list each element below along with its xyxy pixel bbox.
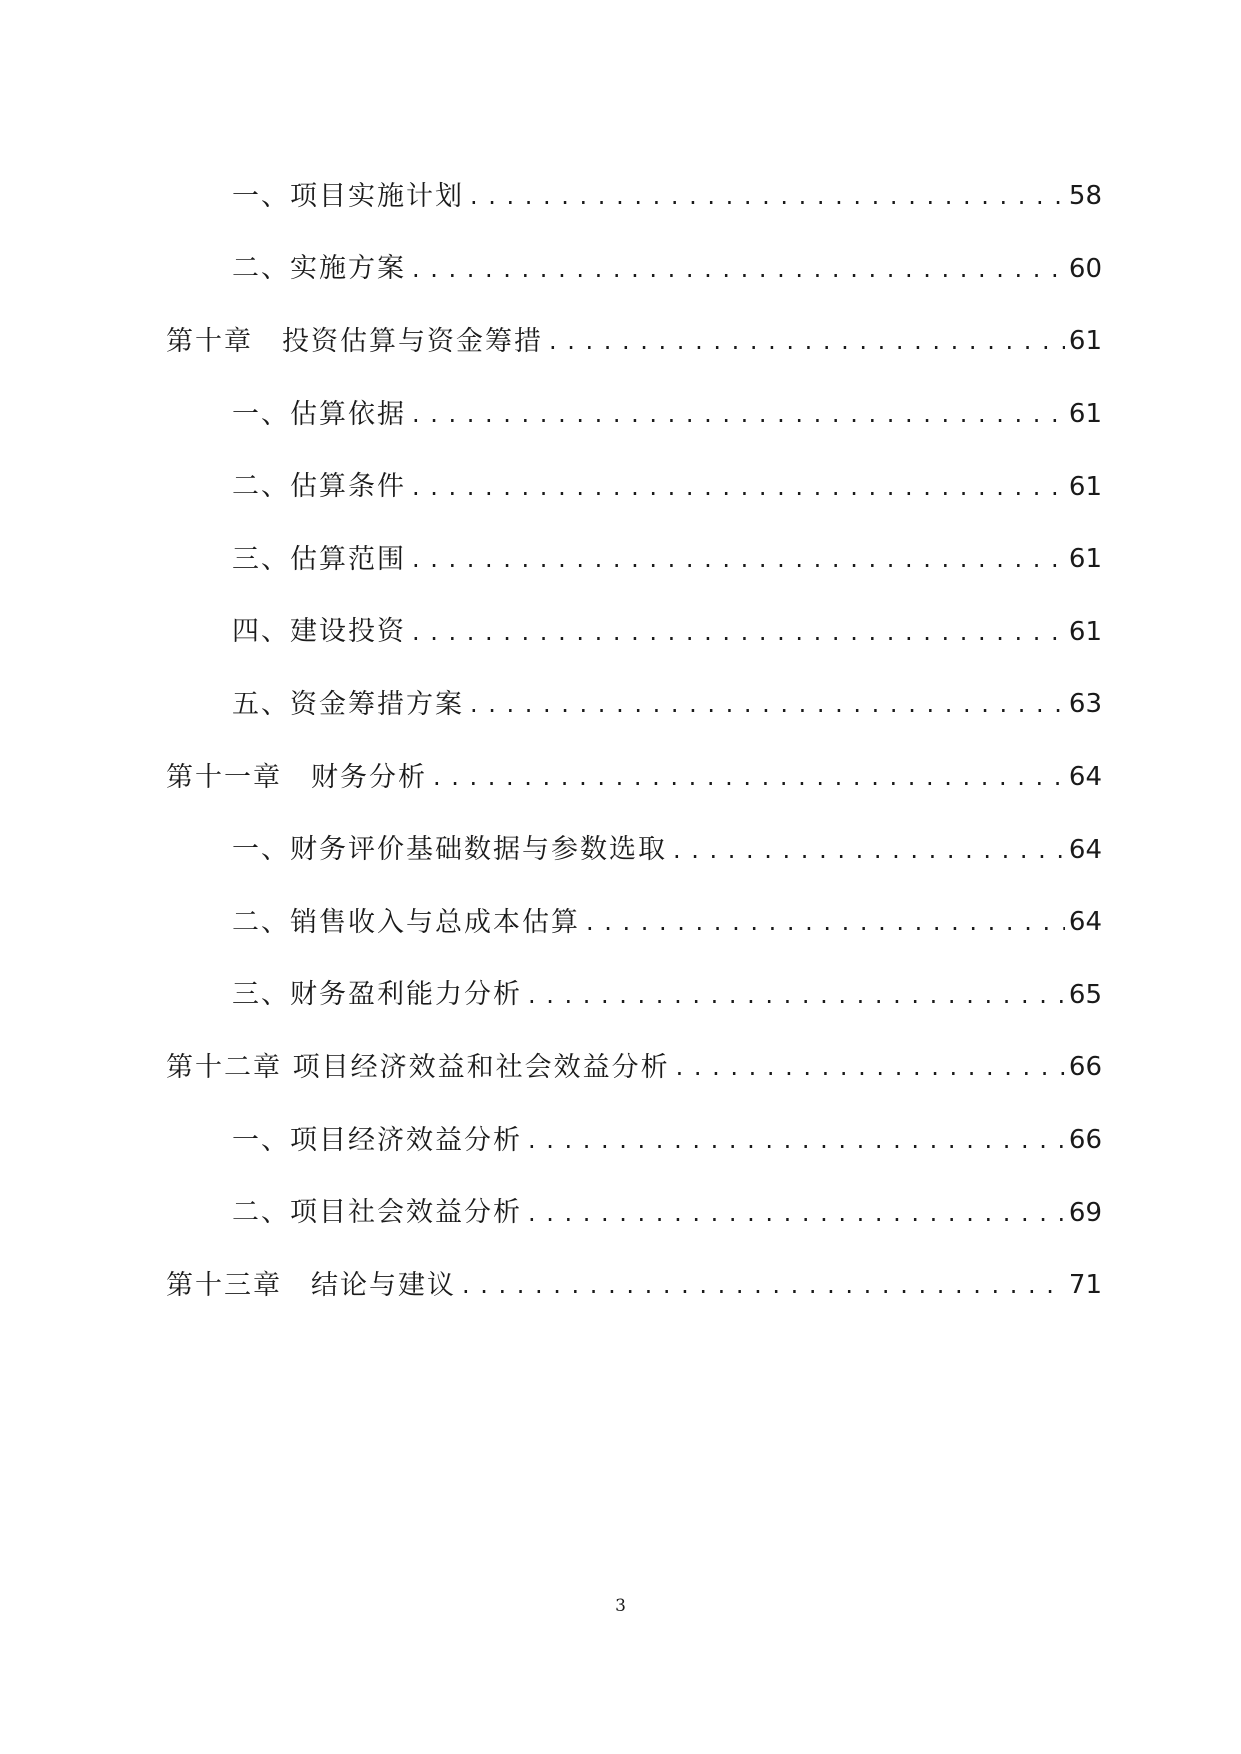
dot-leader	[412, 475, 1065, 499]
dot-leader	[528, 1128, 1065, 1152]
dot-leader	[528, 1201, 1065, 1225]
toc-entry[interactable]	[166, 886, 1102, 959]
toc-entry-page: 71	[1068, 1270, 1102, 1301]
dot-leader	[433, 765, 1065, 789]
toc-entry-title: 第十一章 财务分析	[166, 761, 427, 793]
toc-entry[interactable]	[166, 233, 1102, 306]
dot-leader	[673, 838, 1065, 862]
toc-entry-title: 一、项目实施计划	[232, 180, 464, 212]
toc-entry-title: 一、估算依据	[232, 398, 406, 430]
toc-entry-title: 三、财务盈利能力分析	[232, 979, 522, 1011]
toc-entry-page: 61	[1068, 616, 1102, 647]
toc-entry-title: 第十章 投资估算与资金筹措	[166, 325, 543, 357]
dot-leader	[470, 692, 1065, 716]
toc-entry[interactable]	[166, 450, 1102, 523]
toc-entry[interactable]	[166, 596, 1102, 669]
dot-leader	[676, 1055, 1065, 1079]
toc-entry[interactable]	[166, 1104, 1102, 1177]
dot-leader	[412, 257, 1065, 281]
toc-entry[interactable]	[166, 668, 1102, 741]
toc-entry-page: 66	[1068, 1125, 1102, 1156]
toc-entry-page: 65	[1068, 979, 1102, 1010]
toc-entry-page: 58	[1068, 181, 1102, 212]
toc-entry-page: 64	[1068, 907, 1102, 938]
dot-leader	[412, 402, 1065, 426]
toc-entry-title: 一、项目经济效益分析	[232, 1124, 522, 1156]
toc-entry-page: 64	[1068, 762, 1102, 793]
table-of-contents	[166, 160, 1102, 1322]
toc-entry-page: 66	[1068, 1052, 1102, 1083]
toc-chapter-entry[interactable]	[166, 1031, 1102, 1104]
toc-chapter-entry[interactable]	[166, 741, 1102, 814]
toc-entry-title: 二、销售收入与总成本估算	[232, 906, 580, 938]
toc-entry[interactable]	[166, 378, 1102, 451]
toc-entry-title: 五、资金筹措方案	[232, 688, 464, 720]
toc-entry[interactable]	[166, 959, 1102, 1032]
toc-chapter-entry[interactable]	[166, 305, 1102, 378]
toc-entry-page: 60	[1068, 253, 1102, 284]
dot-leader	[549, 329, 1065, 353]
toc-entry-title: 二、估算条件	[232, 471, 406, 503]
dot-leader	[412, 620, 1065, 644]
toc-entry-page: 63	[1068, 689, 1102, 720]
toc-chapter-entry[interactable]	[166, 1249, 1102, 1322]
dot-leader	[586, 910, 1065, 934]
toc-entry-page: 61	[1068, 326, 1102, 357]
toc-entry-page: 64	[1068, 834, 1102, 865]
toc-entry-page: 61	[1068, 399, 1102, 430]
dot-leader	[412, 547, 1065, 571]
toc-entry-title: 二、项目社会效益分析	[232, 1197, 522, 1229]
dot-leader	[528, 983, 1065, 1007]
toc-entry-title: 第十三章 结论与建议	[166, 1269, 456, 1301]
toc-entry[interactable]	[166, 523, 1102, 596]
dot-leader	[470, 184, 1065, 208]
toc-entry-title: 二、实施方案	[232, 253, 406, 285]
toc-entry-title: 第十二章 项目经济效益和社会效益分析	[166, 1051, 670, 1083]
dot-leader	[462, 1273, 1065, 1297]
toc-entry-page: 61	[1068, 544, 1102, 575]
page-number: 3	[615, 1596, 626, 1616]
toc-entry-title: 三、估算范围	[232, 543, 406, 575]
toc-entry-page: 69	[1068, 1197, 1102, 1228]
toc-entry[interactable]	[166, 813, 1102, 886]
toc-entry-page: 61	[1068, 471, 1102, 502]
toc-entry[interactable]	[166, 1176, 1102, 1249]
toc-entry-title: 一、财务评价基础数据与参数选取	[232, 834, 667, 866]
toc-entry-title: 四、建设投资	[232, 616, 406, 648]
toc-entry[interactable]	[166, 160, 1102, 233]
